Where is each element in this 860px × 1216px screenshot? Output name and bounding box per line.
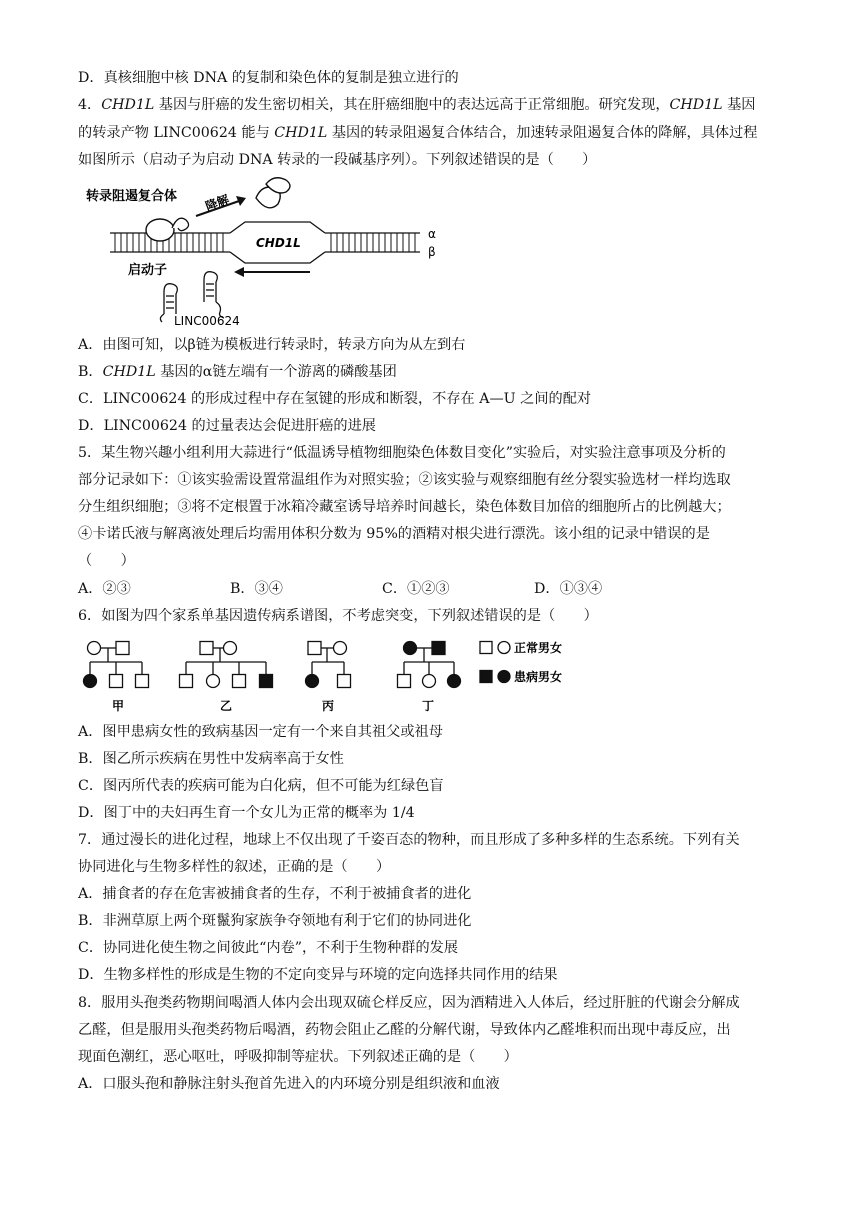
q4-option-c: C．LINC00624 的形成过程中存在氢键的形成和断裂，不存在 A—U 之间的配对 <box>78 391 592 407</box>
pedigree-family-3 <box>306 642 351 688</box>
pedigree-family-2 <box>180 642 273 688</box>
legend-normal-label: 正常男女 <box>514 641 563 655</box>
q7-option-b: B．非洲草原上两个斑鬣狗家族争夺领地有利于它们的协同进化 <box>78 913 472 929</box>
q4-option-b: B．CHD1L 基因的α链左端有一个游离的磷酸基团 <box>78 364 397 380</box>
family-label-1: 甲 <box>112 699 125 713</box>
q5-stem-line2: 部分记录如下：①该实验需设置常温组作为对照实验；②该实验与观察细胞有丝分裂实验选材一样均选取 <box>78 472 731 488</box>
q6-option-b: B．图乙所示疾病在男性中发病率高于女性 <box>78 751 344 767</box>
pedigree-family-4 <box>398 642 461 688</box>
label-degrade: 降解 <box>203 192 231 214</box>
q4-option-d: D．LINC00624 的过量表达会促进肝癌的进展 <box>78 418 376 434</box>
q6-option-a: A．图甲患病女性的致病基因一定有一个来自其祖父或祖母 <box>78 724 443 740</box>
q7-stem-line2: 协同进化与生物多样性的叙述，正确的是（ ） <box>78 859 391 875</box>
family-label-3: 丙 <box>322 699 335 713</box>
linc-hairpin-right <box>204 272 224 318</box>
q4-transcription-figure <box>80 176 460 328</box>
pedigree-family-1 <box>84 642 149 688</box>
q5-option-b: B．③④ <box>230 581 283 597</box>
label-linc00624: LINC00624 <box>174 314 240 328</box>
q5-stem-line4: ④卡诺氏液与解离液处理后均需用体积分数为 95%的酒精对根尖进行漂洗。该小组的记录中错误的是 <box>78 526 710 542</box>
family-label-4: 丁 <box>422 699 435 713</box>
q6-pedigree-figure <box>80 634 580 716</box>
label-alpha-strand: α <box>428 227 436 241</box>
q7-stem-line1: 7．通过漫长的进化过程，地球上不仅出现了千姿百态的物种，而且形成了多种多样的生态系统。下列有关 <box>78 832 740 848</box>
q3-option-d: D．真核细胞中核 DNA 的复制和染色体的复制是独立进行的 <box>78 70 459 86</box>
q6-option-d: D．图丁中的夫妇再生育一个女儿为正常的概率为 1/4 <box>78 805 415 821</box>
q7-option-d: D．生物多样性的形成是生物的不定向变异与环境的定向选择共同作用的结果 <box>78 967 558 983</box>
legend-ill-female <box>498 671 510 683</box>
family-label-2: 乙 <box>220 699 233 713</box>
q5-stem-line1: 5．某生物兴趣小组利用大蒜进行“低温诱导植物细胞染色体数目变化”实验后，对实验注意事项及分析的 <box>78 445 726 461</box>
q8-stem-line3: 现面色潮红，恶心呕吐，呼吸抑制等症状。下列叙述正确的是（ ） <box>78 1049 518 1065</box>
q4-stem-line1: 4．CHD1L 基因与肝癌的发生密切相关，其在肝癌细胞中的表达远高于正常细胞。研究发现，CHD1L 基因 <box>78 97 756 113</box>
q8-stem-line2: 乙醛，但是服用头孢类药物后喝酒，药物会阻止乙醛的分解代谢，导致体内乙醛堆积而出现中毒反应，出 <box>78 1022 731 1038</box>
q6-stem-line1: 6．如图为四个家系单基因遗传病系谱图，不考虑突变，下列叙述错误的是（ ） <box>78 608 598 624</box>
legend-normal-male <box>480 642 492 654</box>
q6-option-c: C．图丙所代表的疾病可能为白化病，但不可能为红绿色盲 <box>78 778 444 794</box>
pedigree-legend <box>480 642 510 683</box>
transcription-arrow <box>234 267 310 277</box>
q5-option-d: D．①③④ <box>534 581 603 597</box>
label-beta-strand: β <box>428 245 436 259</box>
q5-stem-line3: 分生组织细胞；③将不定根置于冰箱冷藏室诱导培养时间越长，染色体数目加倍的细胞所占的比例越大； <box>78 499 731 515</box>
q4-stem-line2: 的转录产物 LINC00624 能与 CHD1L 基因的转录阻遏复合体结合，加速转录阻遏复合体的降解，具体过程 <box>78 125 758 141</box>
q4-option-a: A．由图可知，以β链为模板进行转录时，转录方向为从左到右 <box>78 337 466 353</box>
q4-stem-line3: 如图所示（启动子为启动 DNA 转录的一段碱基序列）。下列叙述错误的是（ ） <box>78 152 597 168</box>
degrade-arrow <box>196 191 246 216</box>
legend-ill-male <box>480 671 492 683</box>
q5-options <box>78 579 602 599</box>
q5-stem-line5: （ ） <box>78 553 135 569</box>
q8-option-a: A．口服头孢和静脉注射头孢首先进入的内环境分别是组织液和血液 <box>78 1076 500 1092</box>
q5-option-a: A．②③ <box>78 581 131 597</box>
repressor-complex-shape <box>146 219 174 241</box>
label-promoter: 启动子 <box>128 263 168 278</box>
q7-option-a: A．捕食者的存在危害被捕食者的生存，不利于被捕食者的进化 <box>78 886 472 902</box>
q7-option-c: C．协同进化使生物之间彼此“内卷”，不利于生物种群的发展 <box>78 940 459 956</box>
q8-stem-line1: 8．服用头孢类药物期间喝酒人体内会出现双硫仑样反应，因为酒精进入人体后，经过肝脏的代谢会分解成 <box>78 995 740 1011</box>
label-repressor-complex: 转录阻遏复合体 <box>86 189 178 204</box>
legend-ill-label: 患病男女 <box>514 670 563 684</box>
legend-normal-female <box>498 642 510 654</box>
label-chd1l-gene: CHD1L <box>256 236 301 250</box>
q5-option-c: C．①②③ <box>382 581 450 597</box>
